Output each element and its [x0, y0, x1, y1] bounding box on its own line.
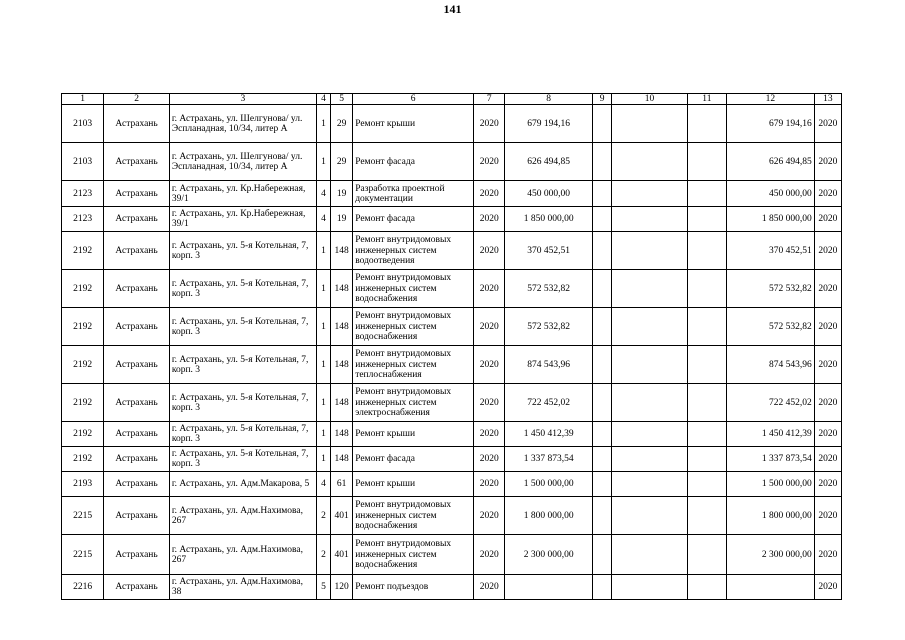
- cost-cell: 1 800 000,00: [505, 497, 593, 535]
- col10-cell: [612, 575, 688, 600]
- entrances-cell: 1: [316, 422, 330, 447]
- col11-cell: [687, 384, 726, 422]
- work-type-cell: Ремонт внутридомовых инженерных систем водоснабжения: [353, 535, 474, 575]
- house-id-cell: 2192: [62, 232, 104, 270]
- col9-cell: [593, 575, 612, 600]
- work-type-cell: Ремонт крыши: [353, 422, 474, 447]
- entrances-cell: 2: [316, 535, 330, 575]
- municipality-cell: Астрахань: [104, 105, 170, 143]
- col11-cell: [687, 232, 726, 270]
- table-row: [62, 422, 842, 447]
- table-row: [62, 447, 842, 472]
- completion-year-cell: 2020: [814, 308, 841, 346]
- entrances-cell: 4: [316, 472, 330, 497]
- col11-cell: [687, 270, 726, 308]
- total-cost-cell: 2 300 000,00: [727, 535, 815, 575]
- address-cell: г. Астрахань, ул. 5-я Котельная, 7, корп. 3: [169, 346, 316, 384]
- apartments-cell: 148: [331, 346, 353, 384]
- col11-cell: [687, 422, 726, 447]
- col10-cell: [612, 447, 688, 472]
- house-id-cell: 2192: [62, 308, 104, 346]
- col9-cell: [593, 346, 612, 384]
- entrances-cell: 4: [316, 207, 330, 232]
- work-type-cell: Ремонт внутридомовых инженерных систем водоснабжения: [353, 270, 474, 308]
- apartments-cell: 148: [331, 384, 353, 422]
- house-id-cell: 2192: [62, 346, 104, 384]
- work-type-cell: Ремонт внутридомовых инженерных систем водоотведения: [353, 232, 474, 270]
- col10-cell: [612, 422, 688, 447]
- col10-cell: [612, 105, 688, 143]
- completion-year-cell: 2020: [814, 472, 841, 497]
- entrances-cell: 1: [316, 447, 330, 472]
- apartments-cell: 401: [331, 497, 353, 535]
- col9-cell: [593, 232, 612, 270]
- address-cell: г. Астрахань, ул. Адм.Нахимова, 38: [169, 575, 316, 600]
- col9-cell: [593, 497, 612, 535]
- year-cell: 2020: [474, 535, 505, 575]
- col10-cell: [612, 472, 688, 497]
- apartments-cell: 61: [331, 472, 353, 497]
- col9-cell: [593, 447, 612, 472]
- column-header: 7: [474, 94, 505, 105]
- municipality-cell: Астрахань: [104, 384, 170, 422]
- col10-cell: [612, 232, 688, 270]
- table-row: [62, 535, 842, 575]
- total-cost-cell: 874 543,96: [727, 346, 815, 384]
- table-row: [62, 384, 842, 422]
- year-cell: 2020: [474, 346, 505, 384]
- work-type-cell: Ремонт подъездов: [353, 575, 474, 600]
- house-id-cell: 2123: [62, 181, 104, 207]
- house-id-cell: 2192: [62, 447, 104, 472]
- municipality-cell: Астрахань: [104, 447, 170, 472]
- municipality-cell: Астрахань: [104, 232, 170, 270]
- cost-cell: 679 194,16: [505, 105, 593, 143]
- cost-cell: 1 500 000,00: [505, 472, 593, 497]
- col10-cell: [612, 143, 688, 181]
- entrances-cell: 1: [316, 143, 330, 181]
- total-cost-cell: 679 194,16: [727, 105, 815, 143]
- apartments-cell: 120: [331, 575, 353, 600]
- col9-cell: [593, 472, 612, 497]
- col11-cell: [687, 346, 726, 384]
- apartments-cell: 19: [331, 207, 353, 232]
- col9-cell: [593, 270, 612, 308]
- entrances-cell: 1: [316, 346, 330, 384]
- completion-year-cell: 2020: [814, 181, 841, 207]
- work-type-cell: Ремонт фасада: [353, 143, 474, 181]
- cost-cell: 1 850 000,00: [505, 207, 593, 232]
- apartments-cell: 148: [331, 270, 353, 308]
- total-cost-cell: 572 532,82: [727, 270, 815, 308]
- total-cost-cell: 626 494,85: [727, 143, 815, 181]
- year-cell: 2020: [474, 270, 505, 308]
- work-type-cell: Ремонт внутридомовых инженерных систем водоснабжения: [353, 497, 474, 535]
- col9-cell: [593, 143, 612, 181]
- house-id-cell: 2103: [62, 143, 104, 181]
- completion-year-cell: 2020: [814, 270, 841, 308]
- total-cost-cell: 1 850 000,00: [727, 207, 815, 232]
- cost-cell: 722 452,02: [505, 384, 593, 422]
- address-cell: г. Астрахань, ул. Адм.Макарова, 5: [169, 472, 316, 497]
- work-type-cell: Ремонт внутридомовых инженерных систем электроснабжения: [353, 384, 474, 422]
- entrances-cell: 4: [316, 181, 330, 207]
- municipality-cell: Астрахань: [104, 535, 170, 575]
- year-cell: 2020: [474, 472, 505, 497]
- col10-cell: [612, 181, 688, 207]
- address-cell: г. Астрахань, ул. Адм.Нахимова, 267: [169, 497, 316, 535]
- address-cell: г. Астрахань, ул. 5-я Котельная, 7, корп. 3: [169, 447, 316, 472]
- municipality-cell: Астрахань: [104, 575, 170, 600]
- completion-year-cell: 2020: [814, 575, 841, 600]
- work-type-cell: Ремонт внутридомовых инженерных систем теплоснабжения: [353, 346, 474, 384]
- municipality-cell: Астрахань: [104, 346, 170, 384]
- table-row: [62, 181, 842, 207]
- total-cost-cell: 1 500 000,00: [727, 472, 815, 497]
- col11-cell: [687, 308, 726, 346]
- completion-year-cell: 2020: [814, 346, 841, 384]
- col11-cell: [687, 143, 726, 181]
- work-type-cell: Разработка проектной документации: [353, 181, 474, 207]
- year-cell: 2020: [474, 497, 505, 535]
- column-header: 3: [169, 94, 316, 105]
- house-id-cell: 2215: [62, 497, 104, 535]
- municipality-cell: Астрахань: [104, 497, 170, 535]
- house-id-cell: 2103: [62, 105, 104, 143]
- col11-cell: [687, 575, 726, 600]
- house-id-cell: 2123: [62, 207, 104, 232]
- address-cell: г. Астрахань, ул. 5-я Котельная, 7, корп. 3: [169, 232, 316, 270]
- apartments-cell: 29: [331, 105, 353, 143]
- address-cell: г. Астрахань, ул. Шелгунова/ ул. Эспланадная, 10/34, литер А: [169, 105, 316, 143]
- table-row: [62, 575, 842, 600]
- work-type-cell: Ремонт фасада: [353, 447, 474, 472]
- completion-year-cell: 2020: [814, 143, 841, 181]
- municipality-cell: Астрахань: [104, 181, 170, 207]
- table-row: [62, 232, 842, 270]
- table-row: [62, 308, 842, 346]
- entrances-cell: 1: [316, 105, 330, 143]
- work-type-cell: Ремонт фасада: [353, 207, 474, 232]
- address-cell: г. Астрахань, ул. 5-я Котельная, 7, корп. 3: [169, 422, 316, 447]
- cost-cell: 572 532,82: [505, 270, 593, 308]
- apartments-cell: 148: [331, 447, 353, 472]
- entrances-cell: 1: [316, 384, 330, 422]
- col10-cell: [612, 270, 688, 308]
- col11-cell: [687, 497, 726, 535]
- house-id-cell: 2192: [62, 270, 104, 308]
- column-header: 10: [612, 94, 688, 105]
- municipality-cell: Астрахань: [104, 422, 170, 447]
- col11-cell: [687, 447, 726, 472]
- address-cell: г. Астрахань, ул. 5-я Котельная, 7, корп. 3: [169, 308, 316, 346]
- table-row: [62, 143, 842, 181]
- house-id-cell: 2216: [62, 575, 104, 600]
- cost-cell: 572 532,82: [505, 308, 593, 346]
- column-header: 1: [62, 94, 104, 105]
- entrances-cell: 1: [316, 232, 330, 270]
- house-id-cell: 2193: [62, 472, 104, 497]
- cost-cell: 2 300 000,00: [505, 535, 593, 575]
- total-cost-cell: [727, 575, 815, 600]
- work-type-cell: Ремонт внутридомовых инженерных систем водоснабжения: [353, 308, 474, 346]
- address-cell: г. Астрахань, ул. 5-я Котельная, 7, корп. 3: [169, 384, 316, 422]
- col9-cell: [593, 207, 612, 232]
- apartments-cell: 29: [331, 143, 353, 181]
- address-cell: г. Астрахань, ул. Кр.Набережная, 39/1: [169, 181, 316, 207]
- col11-cell: [687, 207, 726, 232]
- column-header: 9: [593, 94, 612, 105]
- year-cell: 2020: [474, 447, 505, 472]
- total-cost-cell: 1 450 412,39: [727, 422, 815, 447]
- cost-cell: 874 543,96: [505, 346, 593, 384]
- total-cost-cell: 1 337 873,54: [727, 447, 815, 472]
- apartments-cell: 148: [331, 232, 353, 270]
- completion-year-cell: 2020: [814, 207, 841, 232]
- work-type-cell: Ремонт крыши: [353, 105, 474, 143]
- year-cell: 2020: [474, 384, 505, 422]
- municipality-cell: Астрахань: [104, 472, 170, 497]
- column-number-row: [62, 94, 842, 105]
- table-row: [62, 497, 842, 535]
- apartments-cell: 148: [331, 308, 353, 346]
- col10-cell: [612, 207, 688, 232]
- cost-cell: 626 494,85: [505, 143, 593, 181]
- apartments-cell: 401: [331, 535, 353, 575]
- col9-cell: [593, 105, 612, 143]
- address-cell: г. Астрахань, ул. Кр.Набережная, 39/1: [169, 207, 316, 232]
- page-number: 141: [443, 2, 462, 16]
- completion-year-cell: 2020: [814, 384, 841, 422]
- cost-cell: [505, 575, 593, 600]
- table-row: [62, 346, 842, 384]
- apartments-cell: 148: [331, 422, 353, 447]
- house-id-cell: 2215: [62, 535, 104, 575]
- column-header: 12: [727, 94, 815, 105]
- table-row: [62, 270, 842, 308]
- completion-year-cell: 2020: [814, 422, 841, 447]
- municipality-cell: Астрахань: [104, 308, 170, 346]
- total-cost-cell: 572 532,82: [727, 308, 815, 346]
- house-id-cell: 2192: [62, 384, 104, 422]
- col10-cell: [612, 308, 688, 346]
- col10-cell: [612, 497, 688, 535]
- total-cost-cell: 370 452,51: [727, 232, 815, 270]
- year-cell: 2020: [474, 105, 505, 143]
- col10-cell: [612, 535, 688, 575]
- col10-cell: [612, 384, 688, 422]
- column-header: 5: [331, 94, 353, 105]
- repair-registry-table: [61, 93, 842, 600]
- column-header: 6: [353, 94, 474, 105]
- cost-cell: 370 452,51: [505, 232, 593, 270]
- address-cell: г. Астрахань, ул. 5-я Котельная, 7, корп. 3: [169, 270, 316, 308]
- col10-cell: [612, 346, 688, 384]
- entrances-cell: 2: [316, 497, 330, 535]
- col11-cell: [687, 105, 726, 143]
- completion-year-cell: 2020: [814, 447, 841, 472]
- entrances-cell: 1: [316, 308, 330, 346]
- address-cell: г. Астрахань, ул. Шелгунова/ ул. Эспланадная, 10/34, литер А: [169, 143, 316, 181]
- column-header: 11: [687, 94, 726, 105]
- year-cell: 2020: [474, 143, 505, 181]
- col9-cell: [593, 422, 612, 447]
- table-row: [62, 472, 842, 497]
- completion-year-cell: 2020: [814, 232, 841, 270]
- column-header: 2: [104, 94, 170, 105]
- year-cell: 2020: [474, 232, 505, 270]
- year-cell: 2020: [474, 575, 505, 600]
- municipality-cell: Астрахань: [104, 143, 170, 181]
- column-header: 4: [316, 94, 330, 105]
- table-row: [62, 105, 842, 143]
- address-cell: г. Астрахань, ул. Адм.Нахимова, 267: [169, 535, 316, 575]
- municipality-cell: Астрахань: [104, 207, 170, 232]
- year-cell: 2020: [474, 181, 505, 207]
- year-cell: 2020: [474, 308, 505, 346]
- apartments-cell: 19: [331, 181, 353, 207]
- year-cell: 2020: [474, 207, 505, 232]
- col9-cell: [593, 308, 612, 346]
- cost-cell: 1 337 873,54: [505, 447, 593, 472]
- col11-cell: [687, 472, 726, 497]
- total-cost-cell: 1 800 000,00: [727, 497, 815, 535]
- completion-year-cell: 2020: [814, 105, 841, 143]
- column-header: 8: [505, 94, 593, 105]
- total-cost-cell: 722 452,02: [727, 384, 815, 422]
- house-id-cell: 2192: [62, 422, 104, 447]
- col11-cell: [687, 181, 726, 207]
- completion-year-cell: 2020: [814, 535, 841, 575]
- cost-cell: 1 450 412,39: [505, 422, 593, 447]
- col9-cell: [593, 384, 612, 422]
- column-header: 13: [814, 94, 841, 105]
- work-type-cell: Ремонт крыши: [353, 472, 474, 497]
- col11-cell: [687, 535, 726, 575]
- col9-cell: [593, 535, 612, 575]
- entrances-cell: 5: [316, 575, 330, 600]
- completion-year-cell: 2020: [814, 497, 841, 535]
- table-row: [62, 207, 842, 232]
- cost-cell: 450 000,00: [505, 181, 593, 207]
- municipality-cell: Астрахань: [104, 270, 170, 308]
- col9-cell: [593, 181, 612, 207]
- year-cell: 2020: [474, 422, 505, 447]
- total-cost-cell: 450 000,00: [727, 181, 815, 207]
- entrances-cell: 1: [316, 270, 330, 308]
